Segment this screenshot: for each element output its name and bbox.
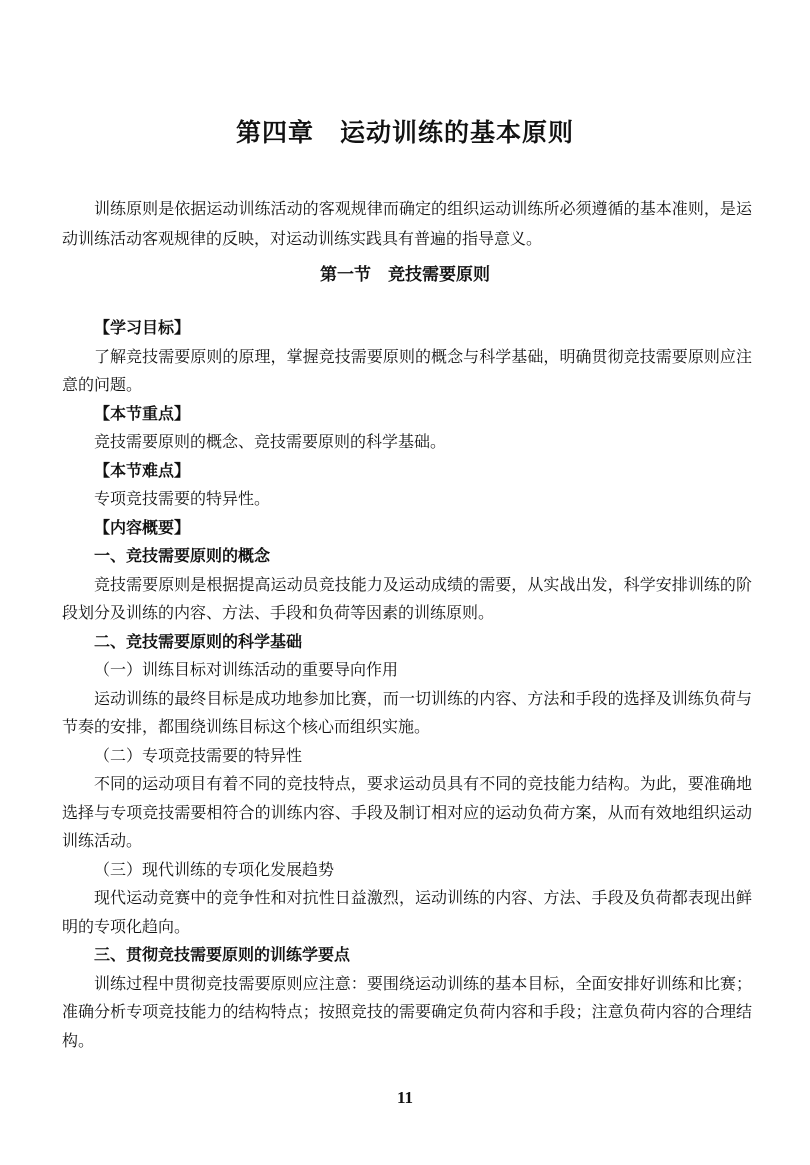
key-points-text: 竞技需要原则的概念、竞技需要原则的科学基础。 bbox=[94, 432, 447, 451]
chapter-intro: 训练原则是依据运动训练活动的客观规律而确定的组织运动训练所必须遵循的基本准则，是运动训练活动客观规律的反映，对运动训练实践具有普遍的指导意义。 bbox=[62, 199, 752, 248]
key-points-tag: 【本节重点】 bbox=[94, 403, 191, 423]
summary-heading-3: 三、贯彻竞技需要原则的训练学要点 bbox=[94, 945, 351, 964]
summary-subheading-3: （三）现代训练的专项化发展趋势 bbox=[94, 859, 335, 879]
learning-goals-tag: 【学习目标】 bbox=[94, 318, 191, 337]
summary-heading-2: 二、竞技需要原则的科学基础 bbox=[94, 631, 303, 651]
summary-subheading-2: （二）专项竞技需要的特异性 bbox=[94, 745, 303, 765]
summary-subheading-1: （一）训练目标对训练活动的重要导向作用 bbox=[94, 660, 399, 679]
summary-paragraph-2: 运动训练的最终目标是成功地参加比赛，而一切训练的内容、方法和手段的选择及训练负荷与节奏的安排，都围绕训练目标这个核心而组织实施。 bbox=[62, 688, 752, 736]
section-title: 第一节 竞技需要原则 bbox=[320, 265, 490, 285]
chapter-title: 第四章 运动训练的基本原则 bbox=[235, 118, 574, 147]
page-number: 11 bbox=[396, 1088, 414, 1107]
section-content bbox=[62, 314, 752, 1055]
summary-paragraph-1: 竞技需要原则是根据提高运动员竞技能力及运动成绩的需要，从实战出发，科学安排训练的阶段划分及训练的内容、方法、手段和负荷等因素的训练原则。 bbox=[62, 574, 752, 622]
difficult-points-text: 专项竞技需要的特异性。 bbox=[94, 489, 271, 508]
summary-paragraph-3: 不同的运动项目有着不同的竞技特点，要求运动员具有不同的竞技能力结构。为此，要准确地选择与专项竞技需要相符合的训练内容、手段及制订相对应的运动负荷方案，从而有效地组织运动训练活动。 bbox=[62, 774, 752, 850]
summary-paragraph-5: 训练过程中贯彻竞技需要原则应注意：要围绕运动训练的基本目标，全面安排好训练和比赛；准确分析专项竞技能力的结构特点；按照竞技的需要确定负荷内容和手段；注意负荷内容的合理结构。 bbox=[62, 973, 752, 1050]
difficult-points-tag: 【本节难点】 bbox=[94, 460, 191, 480]
summary-paragraph-4: 现代运动竞赛中的竞争性和对抗性日益激烈，运动训练的内容、方法、手段及负荷都表现出鲜明的专项化趋向。 bbox=[62, 888, 752, 936]
learning-goals-text: 了解竞技需要原则的原理，掌握竞技需要原则的概念与科学基础，明确贯彻竞技需要原则应注意的问题。 bbox=[62, 346, 752, 394]
summary-tag: 【内容概要】 bbox=[94, 517, 191, 537]
summary-heading-1: 一、竞技需要原则的概念 bbox=[94, 546, 271, 565]
